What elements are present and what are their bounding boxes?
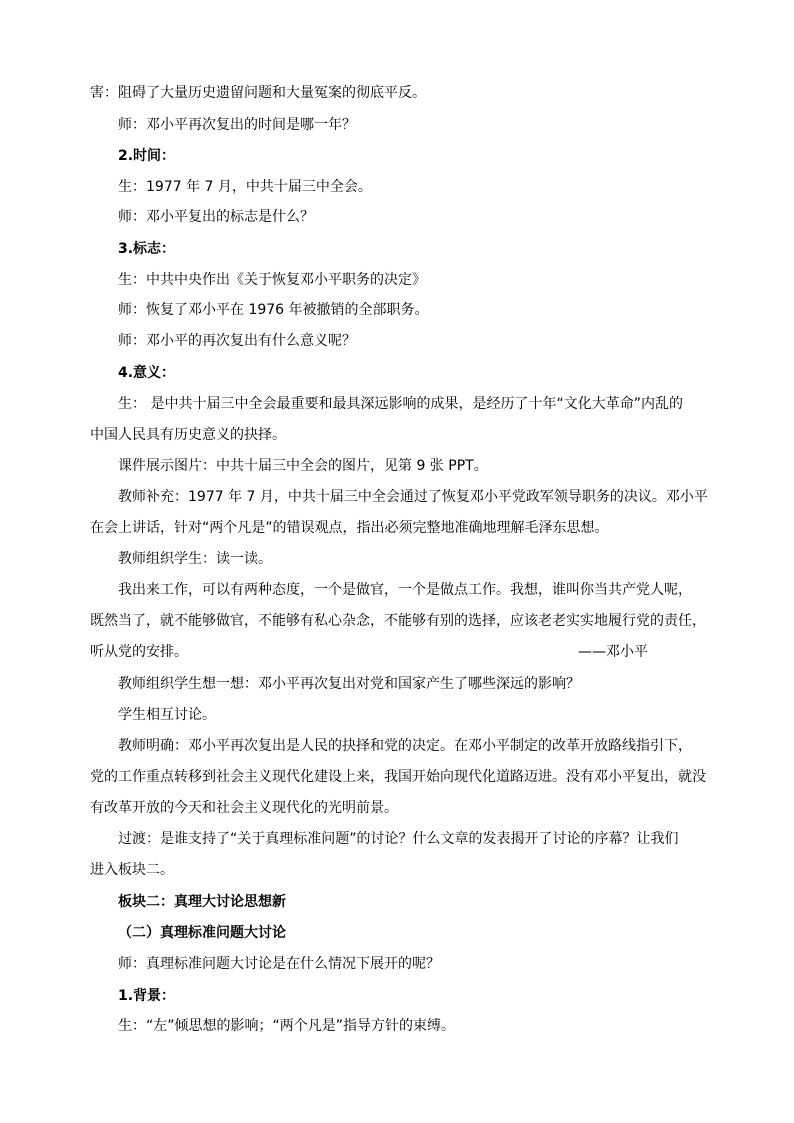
section-heading-significance: 4.意义： [118, 365, 176, 381]
quote-line: 我出来工作，可以有两种态度，一个是做官，一个是做点工作。我想，谁叫你当共产党人呢， [118, 582, 692, 598]
teacher-question: 师：邓小平再次复出的时间是哪一年？ [118, 117, 356, 133]
teacher-question: 师：真理标准问题大讨论是在什么情况下展开的呢？ [118, 956, 440, 972]
paragraph-line: 害：阻碍了大量历史遗留问题和大量冤案的彻底平反。 [90, 85, 426, 101]
teacher-instruction: 教师组织学生：读一读。 [118, 551, 272, 567]
teacher-question: 师：邓小平的再次复出有什么意义呢？ [118, 333, 356, 349]
student-answer: 生：1977 年 7 月，中共十届三中全会。 [118, 179, 372, 195]
teacher-question: 师：邓小平复出的标志是什么？ [118, 209, 314, 225]
section-heading-sign: 3.标志： [118, 241, 176, 257]
student-answer: 生： 是中共十届三中全会最重要和最具深远影响的成果，是经历了十年“文化大革命”内乱的 [118, 396, 683, 412]
transition-line: 过渡：是谁支持了“关于真理标准问题”的讨论？什么文章的发表揭开了讨论的序幕？让我们 [118, 831, 679, 847]
teacher-statement: 师：恢复了邓小平在 1976 年被撤销的全部职务。 [118, 302, 429, 318]
teacher-supplement: 教师补充：1977 年 7 月，中共十届三中全会通过了恢复邓小平党政军领导职务的决议。邓小平 [118, 489, 708, 505]
paragraph-line: 在会上讲话，针对“两个凡是”的错误观点，指出必须完整地准确地理解毛泽东思想。 [90, 520, 609, 536]
paragraph-line: 中国人民具有历史意义的抉择。 [90, 427, 286, 443]
paragraph-line: 党的工作重点转移到社会主义现代化建设上来，我国开始向现代化道路迈进。没有邓小平复出，就没 [90, 769, 706, 785]
teacher-instruction: 教师组织学生想一想：邓小平再次复出对党和国家产生了哪些深远的影响？ [118, 676, 580, 692]
student-activity: 学生相互讨论。 [118, 707, 216, 723]
student-answer: 生：“左”倾思想的影响；“两个凡是”指导方针的束缚。 [118, 1018, 456, 1034]
section-heading-background: 1.背景： [118, 988, 176, 1004]
paragraph-line: 有改革开放的今天和社会主义现代化的光明前景。 [90, 800, 398, 816]
section-heading-time: 2.时间： [118, 148, 176, 164]
student-answer: 生：中共中央作出《关于恢复邓小平职务的决定》 [118, 272, 426, 288]
quote-line: 既然当了，就不能够做官，不能够有私心杂念，不能够有别的选择，应该老老实实地履行党的责任， [90, 613, 706, 629]
teacher-clarification: 教师明确：邓小平再次复出是人民的抉择和党的决定。在邓小平制定的改革开放路线指引下， [118, 738, 692, 754]
courseware-note: 课件展示图片：中共十届三中全会的图片，见第 9 张 PPT。 [118, 458, 488, 474]
quote-attribution: ——邓小平 [578, 644, 648, 660]
module-heading: 板块二：真理大讨论思想新 [118, 894, 286, 910]
paragraph-line: 进入板块二。 [90, 862, 174, 878]
quote-line: 听从党的安排。 [90, 644, 188, 660]
subsection-heading: （二）真理标准问题大讨论 [118, 925, 286, 941]
